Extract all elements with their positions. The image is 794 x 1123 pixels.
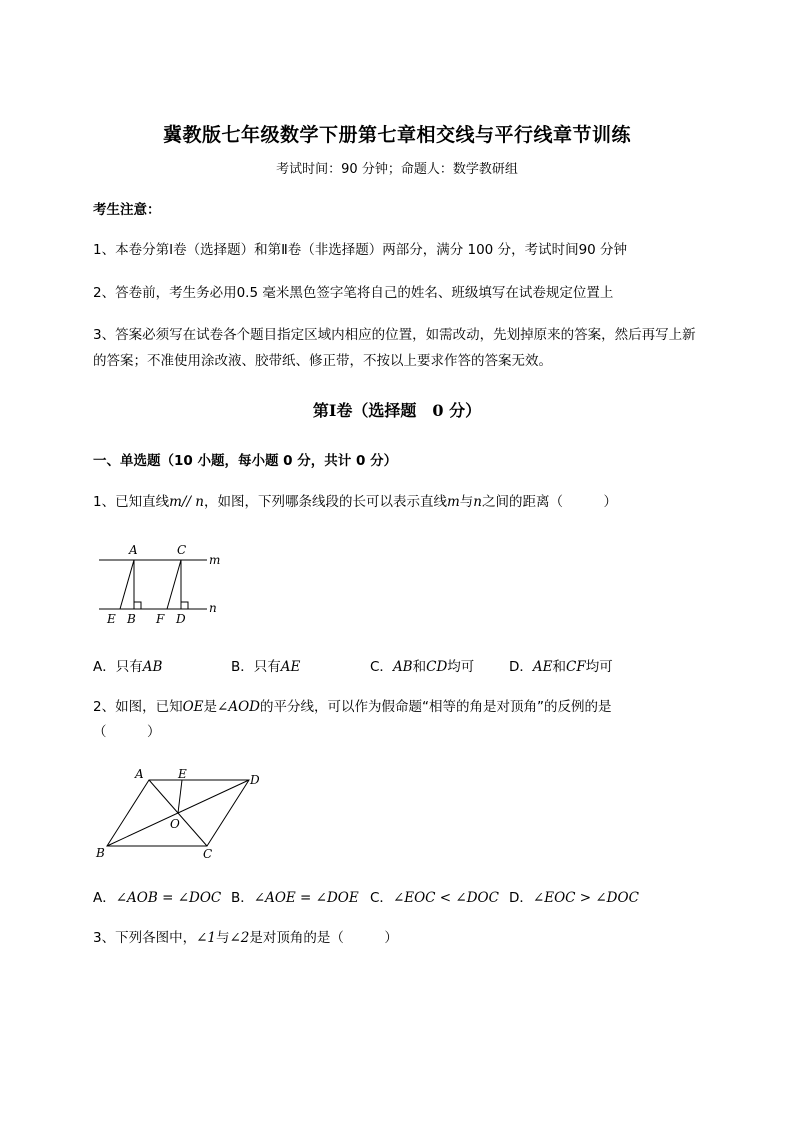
q2-label-d: D	[250, 773, 260, 787]
part-heading: 一、单选题（10 小题，每小题 0 分，共计 0 分）	[93, 453, 398, 469]
q2-option-b[interactable]: B．∠AOE = ∠DOE	[231, 890, 359, 906]
q1-option-d[interactable]: D．AE和CF均可	[509, 659, 613, 675]
q1-label-d: D	[176, 612, 186, 626]
q1-option-a[interactable]: A．只有AB	[93, 659, 163, 675]
page-title: 冀教版七年级数学下册第七章相交线与平行线章节训练	[162, 124, 631, 146]
q1-label-f: F	[156, 612, 165, 626]
q1-figure	[93, 538, 233, 630]
q2-label-e: E	[178, 767, 187, 781]
q1-label-n: n	[209, 601, 217, 615]
question-1: 1、已知直线m// n，如图，下列哪条线段的长可以表示直线m与n之间的距离（ ）	[93, 494, 617, 510]
page-subtitle: 考试时间：90 分钟；命题人：数学教研组	[276, 162, 518, 177]
notice-item-3: 3、答案必须写在试卷各个题目指定区域内相应的位置，如需改动，先划掉原来的答案，然后再写上新	[93, 327, 696, 343]
q2-label-c: C	[203, 847, 213, 861]
q1-math-parallel: m// n	[169, 494, 204, 510]
q1-label-m: m	[209, 553, 221, 567]
question-2-bracket: （ ）	[93, 724, 161, 740]
q2-option-d[interactable]: D．∠EOC > ∠DOC	[509, 890, 639, 906]
q2-label-a: A	[135, 767, 144, 781]
notice-item-3-cont: 的答案；不准使用涂改液、胶带纸、修正带，不按以上要求作答的答案无效。	[93, 353, 552, 369]
notice-item-2: 2、答卷前，考生务必用0.5 毫米黑色签字笔将自己的姓名、班级填写在试卷规定位置上	[93, 285, 614, 301]
q1-option-b[interactable]: B．只有AE	[231, 659, 301, 675]
q1-label-a: A	[129, 543, 138, 557]
section-title: 第Ⅰ卷（选择题 0 分）	[312, 401, 482, 420]
question-2: 2、如图，已知OE是∠AOD的平分线，可以作为假命题“相等的角是对顶角”的反例的是	[93, 699, 612, 715]
q2-label-b: B	[96, 846, 105, 860]
question-3: 3、下列各图中，∠1与∠2是对顶角的是（ ）	[93, 930, 398, 946]
q2-option-c[interactable]: C．∠EOC < ∠DOC	[370, 890, 499, 906]
q2-label-o: O	[170, 817, 180, 831]
notice-heading: 考生注意：	[93, 202, 161, 218]
q2-option-a[interactable]: A．∠AOB = ∠DOC	[93, 890, 222, 906]
q2-figure	[93, 766, 273, 862]
q1-label-e: E	[107, 612, 116, 626]
q1-label-c: C	[177, 543, 187, 557]
q1-option-c[interactable]: C．AB和CD均可	[370, 659, 475, 675]
q1-label-b: B	[127, 612, 136, 626]
notice-item-1: 1、本卷分第Ⅰ卷（选择题）和第Ⅱ卷（非选择题）两部分，满分 100 分，考试时间90 分钟	[93, 242, 628, 258]
